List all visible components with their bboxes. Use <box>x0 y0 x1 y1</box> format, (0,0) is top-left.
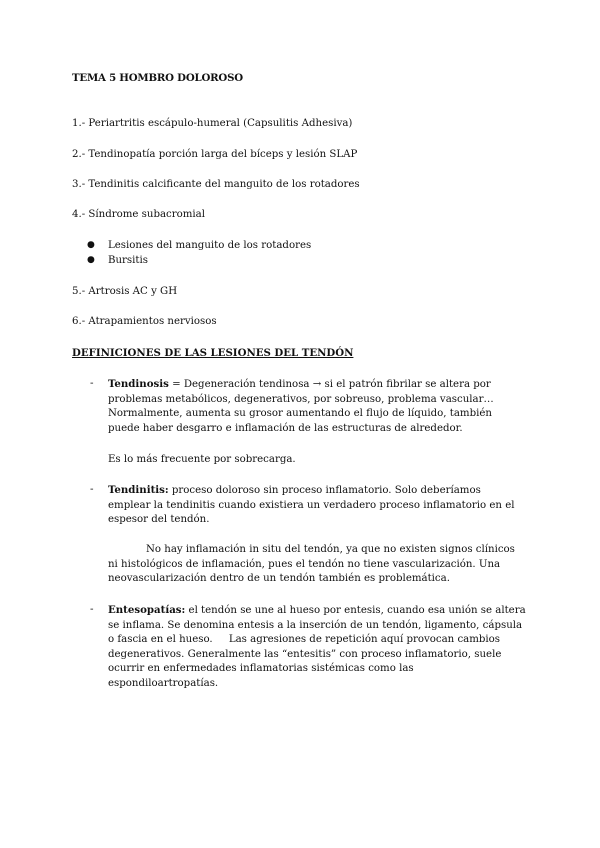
topic-4: 4.- Síndrome subacromial <box>72 209 205 220</box>
subtopic-2: Bursitis <box>108 255 148 266</box>
topic-5: 5.- Artrosis AC y GH <box>72 286 178 297</box>
dash-marker: - <box>90 603 94 615</box>
def-tendinosis-note: Es lo más frecuente por sobrecarga. <box>108 454 296 465</box>
def-tendinitis <box>108 483 526 528</box>
topic-2: 2.- Tendinopatía porción larga del bíceps y lesión SLAP <box>72 149 358 160</box>
term-entesopatias: Entesopatías: <box>108 604 186 616</box>
term-tendinitis: Tendinitis: <box>108 484 169 496</box>
section-heading: DEFINICIONES DE LAS LESIONES DEL TENDÓN <box>72 347 354 359</box>
dash-marker: - <box>90 377 94 389</box>
bullet-icon: ● <box>87 255 95 265</box>
def-entesopatias <box>108 603 529 692</box>
def-entesopatias-text: el tendón se une al hueso por entesis, cuando esa unión se altera se inflama. Se denomina entesis a la inserción de un tendón, ligamento, cápsula o fascia en el hueso. Las agresiones de repetición aquí provocan cambios degenerativos. Generalmente las “entesitis” con proceso inflamatorio, suele ocurrir en enfermedades inflamatorias sistémicas como las espondiloartropatías. <box>108 605 529 689</box>
term-tendinosis: Tendinosis <box>108 378 169 390</box>
document-title: TEMA 5 HOMBRO DOLOROSO <box>72 72 243 84</box>
bullet-icon: ● <box>87 240 95 250</box>
def-tendinitis-text: proceso doloroso sin proceso inflamatorio. Solo deberíamos emplear la tendinitis cuando existiera un verdadero proceso inflamatorio en el espesor del tendón. <box>108 485 515 526</box>
topic-3: 3.- Tendinitis calcificante del manguito de los rotadores <box>72 179 360 190</box>
def-tendinosis <box>108 377 518 436</box>
def-tendinosis-text: = Degeneración tendinosa → si el patrón fibrilar se altera por problemas metabólicos, degenerativos, por sobreuso, problema vascular… Normalmente, aumenta su grosor aumentando el flujo de líquido, también puede haber desgarro e inflamación de las estructuras de alrededor. <box>108 379 494 434</box>
subtopic-1: Lesiones del manguito de los rotadores <box>108 240 312 251</box>
topic-6: 6.- Atrapamientos nerviosos <box>72 316 217 327</box>
dash-marker: - <box>90 483 94 495</box>
def-tendinitis-note: No hay inflamación in situ del tendón, ya que no existen signos clínicos ni histológicos de inflamación, pues el tendón no tiene vascularización. Una neovascularización dentro de un tendón también es problemática. <box>108 544 515 585</box>
topic-1: 1.- Periartritis escápulo-humeral (Capsulitis Adhesiva) <box>72 118 353 129</box>
